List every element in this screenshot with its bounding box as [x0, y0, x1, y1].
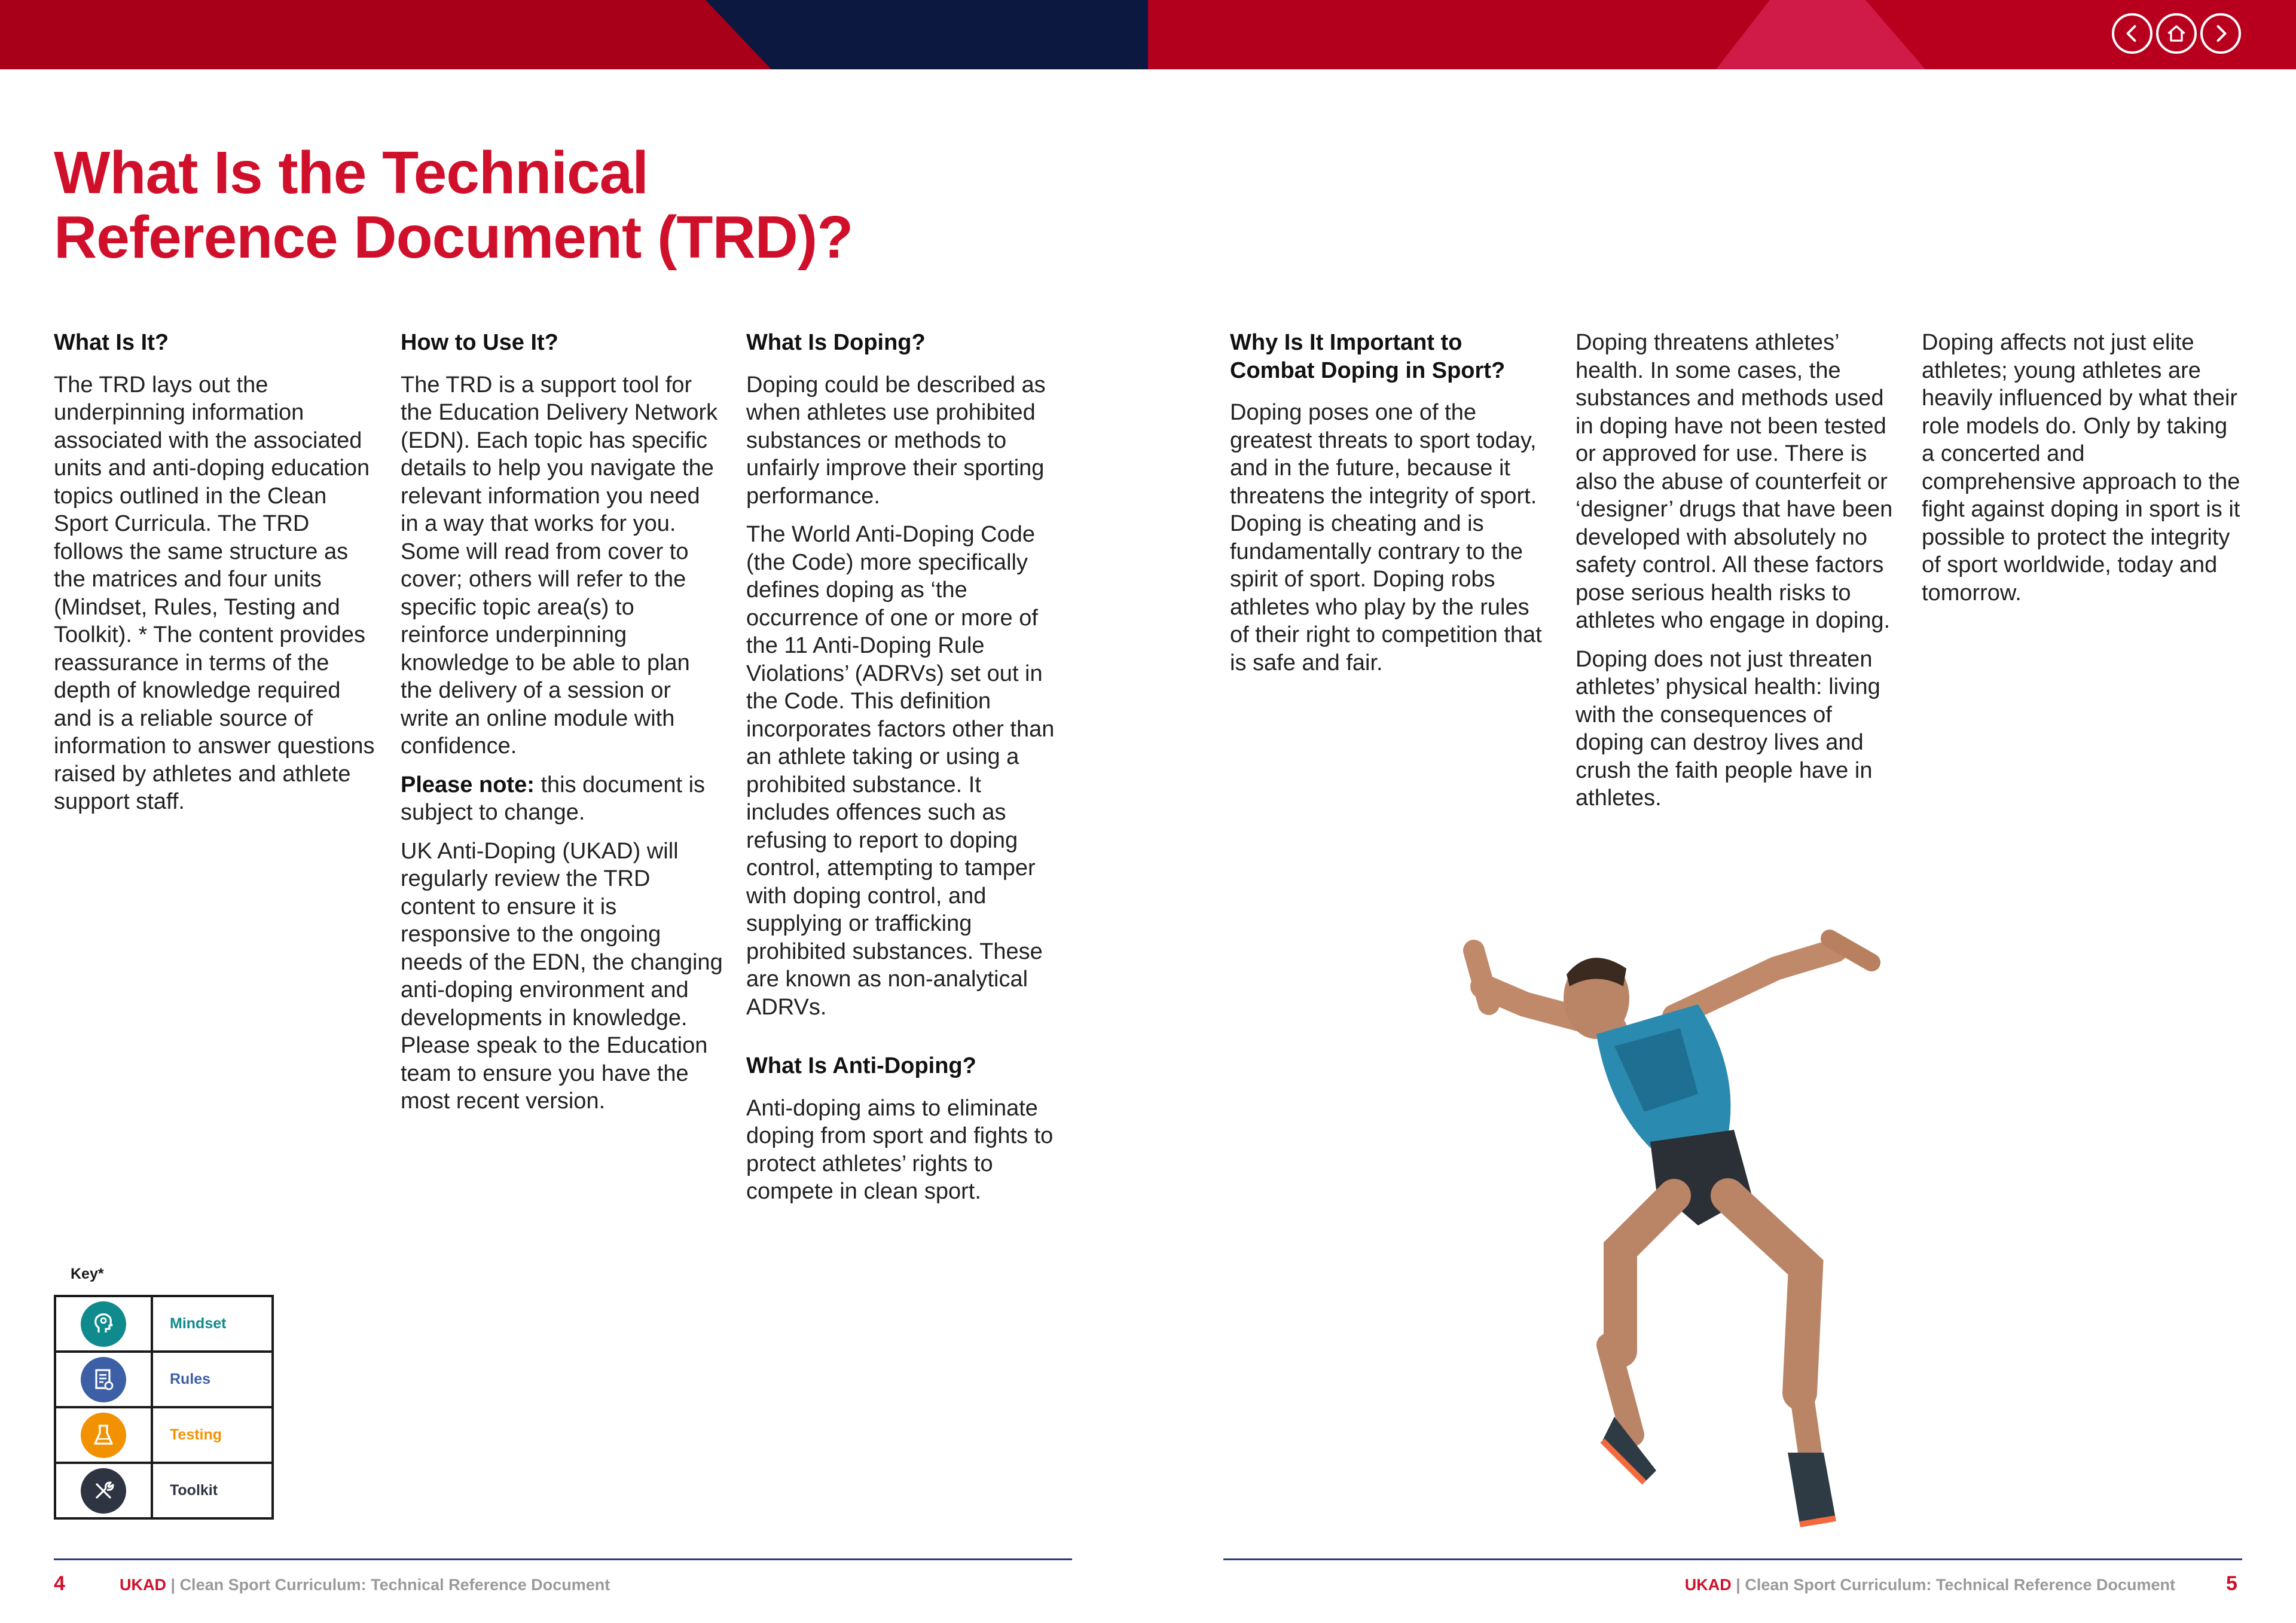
- note-label: Please note:: [401, 772, 535, 797]
- next-page-button[interactable]: [2200, 13, 2241, 54]
- column-young-athletes: [1922, 329, 2245, 618]
- page-number-left: 4: [54, 1572, 65, 1595]
- paragraph: Doping does not just threaten athletes’ physical health: living with the consequences of doping can destroy lives and crush the faith people have in athletes.: [1576, 646, 1880, 811]
- note-text: this document is subject to change.: [401, 772, 706, 825]
- section-heading: Why Is It Important to Combat Doping in Sport?: [1230, 330, 1506, 383]
- unit-key-table: [54, 1295, 274, 1520]
- paragraph: Doping could be described as when athletes use prohibited substances or methods to unfairly improve their sporting performance.: [746, 372, 1046, 509]
- footer-doc-title: Clean Sport Curriculum: Technical Reference Document: [1745, 1576, 2175, 1594]
- footer-rule-right: [1223, 1558, 2242, 1560]
- toolkit-wrench-icon: [81, 1468, 126, 1514]
- note-paragraph: [401, 771, 723, 827]
- mindset-head-icon: [81, 1301, 126, 1347]
- page-title-line2: Reference Document (TRD)?: [54, 204, 853, 271]
- home-icon: [2166, 23, 2187, 44]
- footer-left: [120, 1576, 610, 1594]
- sprinter-photo: [1417, 915, 1967, 1542]
- paragraph: Doping threatens athletes’ health. In some cases, the substances and methods used in doping have not been tested or approved for use. There is also the abuse of counterfeit or ‘designer’ drugs that have been developed with absolutely no safety control. All these factors pose serious health risks to athletes who engage in doping.: [1576, 330, 1893, 633]
- paragraph: The World Anti-Doping Code (the Code) more specifically defines doping as ‘the occurrence of one or more of the 11 Anti-Doping Rule Violations’ (ADRVs) set out in the Code. This definition incorporates factors other than an athlete taking or using a prohibited substance. It includes offences such as refusing to report to doping control, attempting to tamper with doping control, and supplying or trafficking prohibited substances. These are known as non-analytical ADRVs.: [746, 522, 1055, 1020]
- page-title-line1: What Is the Technical: [54, 139, 648, 206]
- footer-rule-left: [54, 1558, 1072, 1560]
- previous-page-button[interactable]: [2112, 13, 2152, 54]
- home-button[interactable]: [2156, 13, 2197, 54]
- footer-doc-title: Clean Sport Curriculum: Technical Reference Document: [179, 1576, 610, 1594]
- key-row-mindset: [55, 1296, 273, 1352]
- column-health-threat: [1576, 329, 1898, 823]
- column-why-important: [1230, 329, 1553, 687]
- section-heading: What Is Anti-Doping?: [746, 1053, 976, 1078]
- column-how-to-use-it: [401, 329, 723, 1126]
- chevron-left-icon: [2121, 23, 2143, 44]
- key-label: Key*: [71, 1266, 104, 1282]
- key-row-toolkit: [55, 1463, 273, 1518]
- key-label-testing: Testing: [152, 1407, 273, 1463]
- key-label-mindset: Mindset: [152, 1296, 273, 1352]
- section-heading: What Is It?: [54, 330, 169, 355]
- chevron-right-icon: [2210, 23, 2231, 44]
- top-banner: [0, 0, 2296, 69]
- paragraph: The TRD is a support tool for the Education Delivery Network (EDN). Each topic has specific details to help you navigate the relevant information you need in a way that works for you. Some will read from cover to cover; others will refer to the specific topic area(s) to reinforce underpinning knowledge to be able to plan the delivery of a session or write an online module with confidence.: [401, 372, 718, 759]
- rules-document-icon: [81, 1357, 126, 1402]
- section-heading: What Is Doping?: [746, 330, 926, 355]
- column-what-is-it: [54, 329, 377, 827]
- key-row-rules: [55, 1352, 273, 1407]
- page-navigation: [2112, 13, 2241, 54]
- paragraph: Doping affects not just elite athletes; young athletes are heavily influenced by what their role models do. Only by taking a concerted and comprehensive approach to the fight against doping in sport is it possible to protect the integrity of sport worldwide, today and tomorrow.: [1922, 330, 2240, 606]
- section-heading: How to Use It?: [401, 330, 558, 355]
- paragraph: UK Anti-Doping (UKAD) will regularly review the TRD content to ensure it is responsive to the ongoing needs of the EDN, the changing anti-doping environment and developments in knowledge. Please speak to the Education team to ensure you have the most recent version.: [401, 838, 723, 1114]
- footer-separator: |: [1731, 1576, 1745, 1594]
- key-label-rules: Rules: [152, 1352, 273, 1407]
- footer-brand: UKAD: [120, 1576, 166, 1594]
- testing-flask-icon: [81, 1413, 126, 1458]
- page-title: [54, 140, 853, 270]
- key-label-toolkit: Toolkit: [152, 1463, 273, 1518]
- column-what-is-doping: [746, 329, 1069, 1217]
- footer-separator: |: [166, 1576, 180, 1594]
- key-row-testing: [55, 1407, 273, 1463]
- paragraph: Anti-doping aims to eliminate doping from sport and fights to protect athletes’ rights to compete in clean sport.: [746, 1095, 1054, 1204]
- paragraph: Doping poses one of the greatest threats to sport today, and in the future, because it threatens the integrity of sport. Doping is cheating and is fundamentally contrary to the spirit of sport. Doping robs athletes who play by the rules of their right to competition that is safe and fair.: [1230, 400, 1542, 676]
- paragraph: The TRD lays out the underpinning information associated with the associated units and anti-doping education topics outlined in the Clean Sport Curricula. The TRD follows the same structure as the matrices and four units (Mindset, Rules, Testing and Toolkit). * The content provides reassurance in terms of the depth of knowledge required and is a reliable source of information to answer questions raised by athletes and athlete support staff.: [54, 372, 375, 814]
- footer-right: [1685, 1576, 2175, 1594]
- footer-brand: UKAD: [1684, 1576, 1732, 1594]
- page-number-right: 5: [2226, 1572, 2237, 1595]
